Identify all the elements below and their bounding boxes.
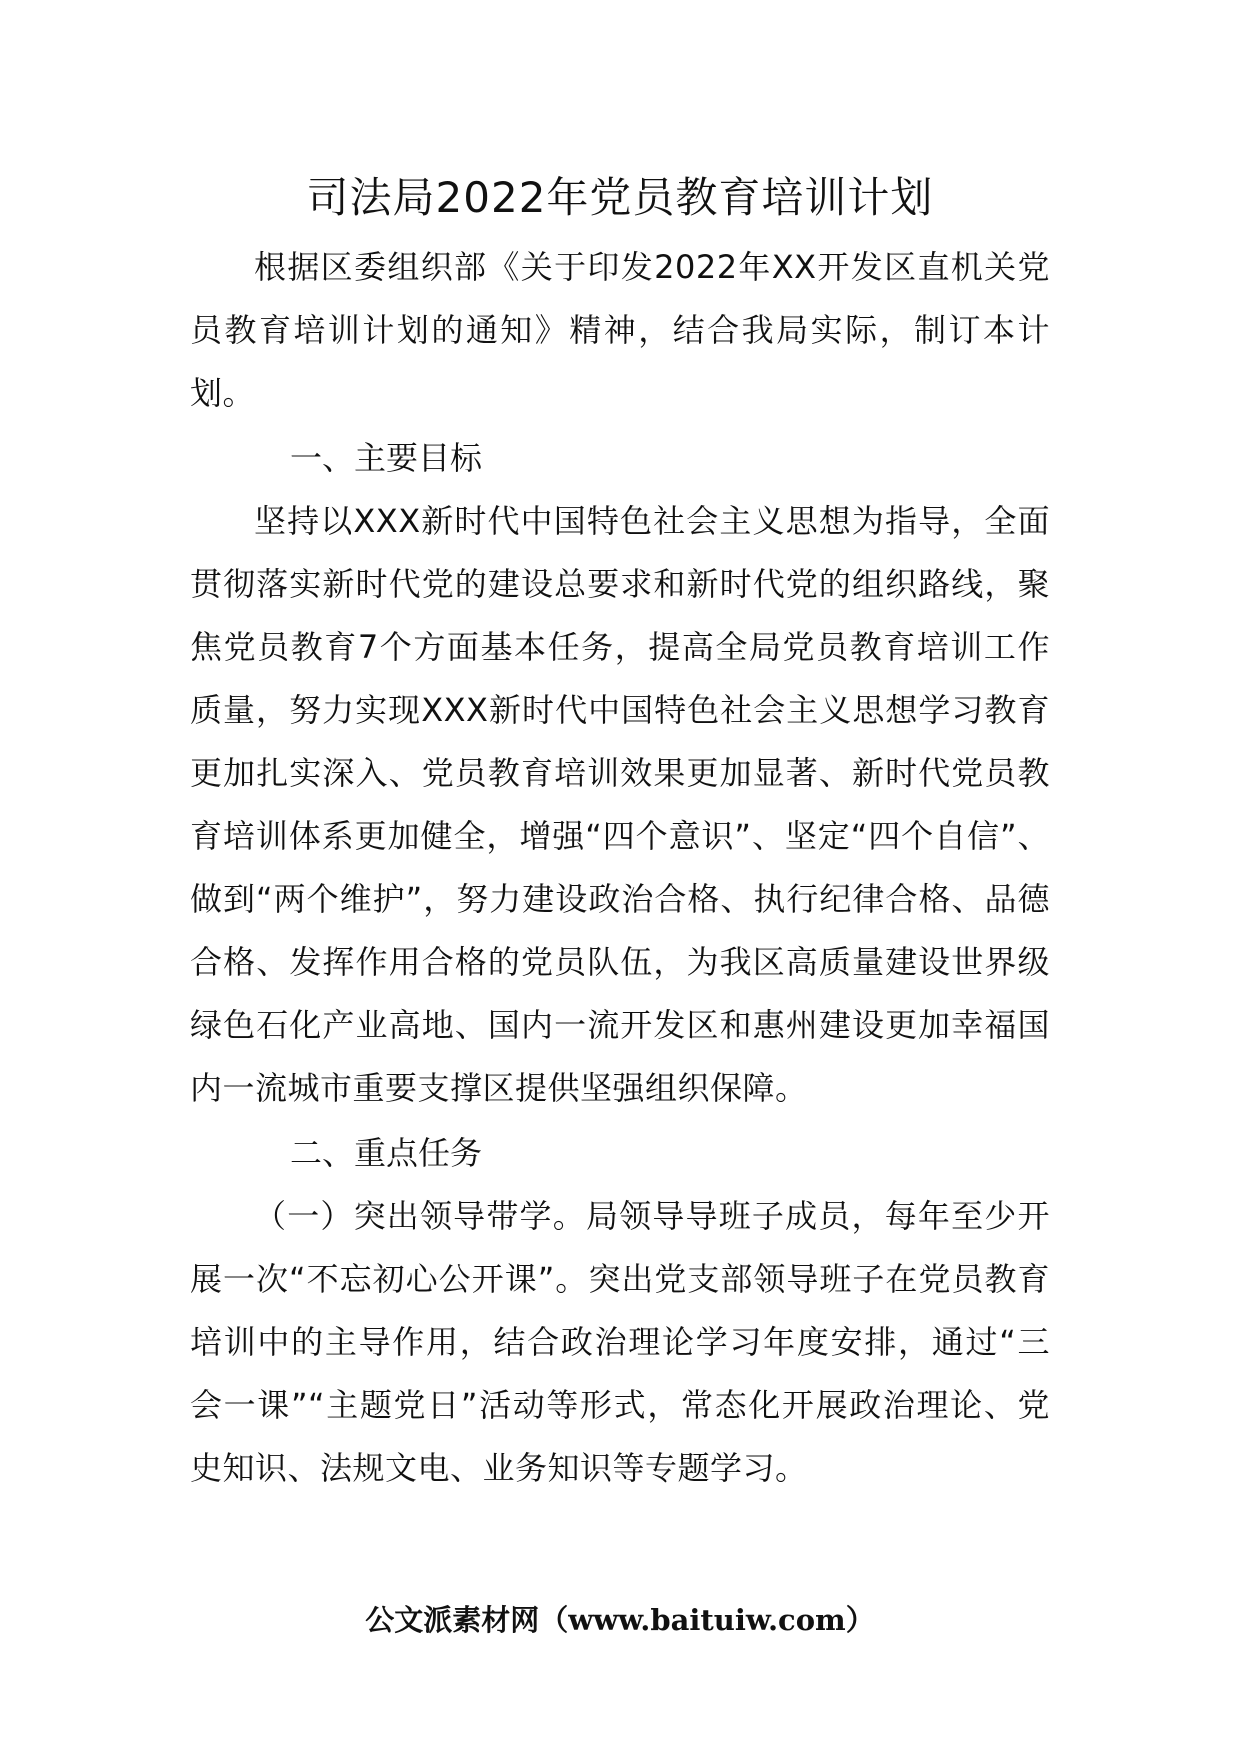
section-heading-tasks: 二、重点任务: [290, 1134, 483, 1172]
footer-watermark: 公文派素材网（www.baituiw.com）: [365, 1603, 875, 1637]
document-body: [190, 236, 1050, 1500]
intro-paragraph: 根据区委组织部《关于印发2022年XX开发区直机关党员教育培训计划的通知》精神，结合我局实际，制订本计划。: [190, 248, 1050, 412]
section-heading-goals: 一、主要目标: [290, 439, 483, 477]
tasks-paragraph: （一）突出领导带学。局领导导班子成员，每年至少开展一次“不忘初心公开课”。突出党支部领导班子在党员教育培训中的主导作用，结合政治理论学习年度安排，通过“三会一课”“主题党日”活动等形式，常态化开展政治理论、党史知识、法规文电、业务知识等专题学习。: [190, 1197, 1050, 1487]
document-title: 司法局2022年党员教育培训计划: [306, 173, 934, 222]
goals-paragraph: 坚持以XXX新时代中国特色社会主义思想为指导，全面贯彻落实新时代党的建设总要求和新时代党的组织路线，聚焦党员教育7个方面基本任务，提高全局党员教育培训工作质量，努力实现XXX新时代中国特色社会主义思想学习教育更加扎实深入、党员教育培训效果更加显著、新时代党员教育培训体系更加健全，增强“四个意识”、坚定“四个自信”、做到“两个维护”，努力建设政治合格、执行纪律合格、品德合格、发挥作用合格的党员队伍，为我区高质量建设世界级绿色石化产业高地、国内一流开发区和惠州建设更加幸福国内一流城市重要支撑区提供坚强组织保障。: [190, 502, 1050, 1107]
